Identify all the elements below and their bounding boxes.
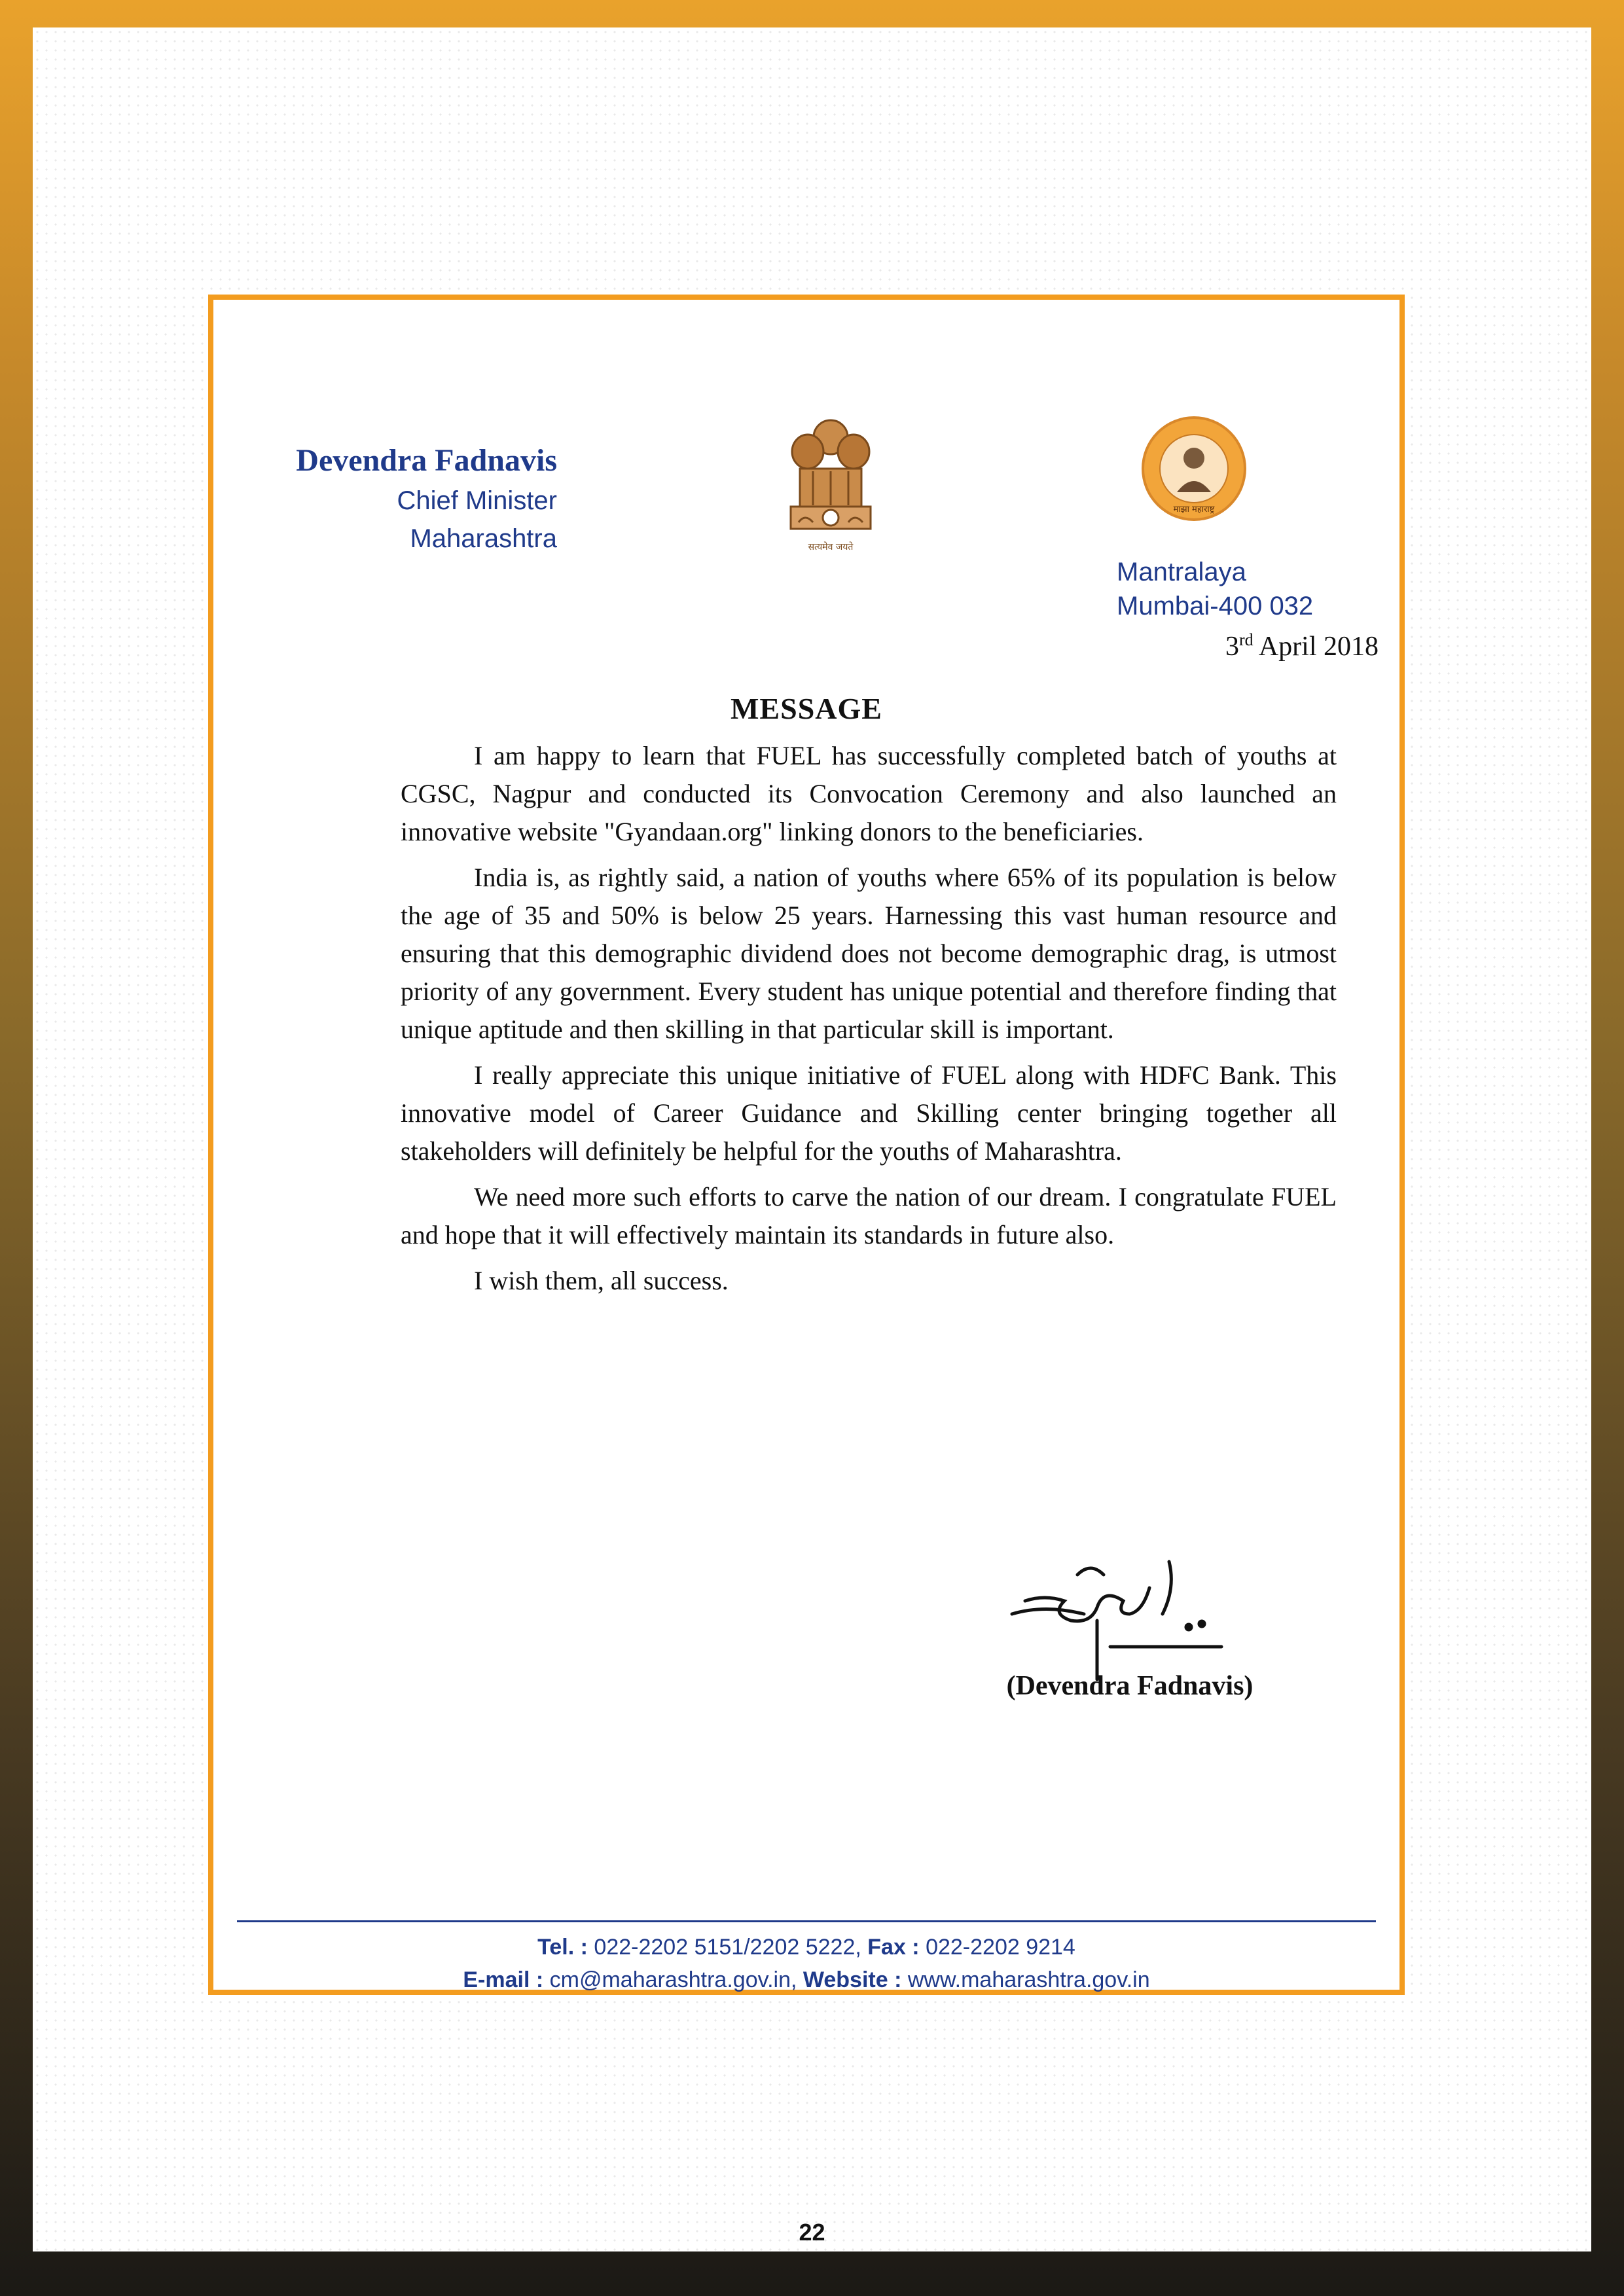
emblem-motto: सत्यमेव जयते — [808, 542, 854, 552]
message-paragraph: India is, as rightly said, a nation of youths where 65% of its population is below the age of 35 and 50% is below 25 years. Harnessing this vast human resource and ensuring that this demographic dividend does not become demographic drag, is utmost priority of any government. Every student has unique potential and therefore finding that unique aptitude and then skilling in that particular skill is important. — [401, 863, 1337, 1044]
sender-state: Maharashtra — [410, 524, 557, 553]
fax-label: Fax : — [867, 1935, 920, 1960]
address-line-1: Mantralaya — [1117, 558, 1246, 586]
signatory-name: (Devendra Fadnavis) — [1006, 1671, 1254, 1701]
tel-label: Tel. : — [537, 1935, 588, 1960]
sender-name: Devendra Fadnavis — [296, 443, 557, 478]
page — [33, 27, 1591, 2251]
tel-value: 022-2202 5151/2202 5222, — [587, 1935, 868, 1960]
message-heading: MESSAGE — [731, 692, 882, 725]
letter-date — [999, 630, 1379, 662]
website-value[interactable]: www.maharashtra.gov.in — [901, 1967, 1150, 1992]
email-value[interactable]: cm@maharashtra.gov.in, — [543, 1967, 803, 1992]
date-suffix: rd — [1238, 630, 1254, 649]
address-block — [1117, 555, 1379, 623]
contact-footer — [213, 1931, 1399, 1996]
page-number: 22 — [799, 2219, 825, 2246]
website-label: Website : — [803, 1967, 902, 1992]
state-seal-icon — [1140, 415, 1248, 522]
footer-line-1 — [213, 1931, 1399, 1964]
date-month-year: April 2018 — [1253, 632, 1379, 662]
letter-frame — [208, 295, 1405, 1995]
email-label: E-mail : — [463, 1967, 544, 1992]
footer-line-2 — [213, 1964, 1399, 1996]
sender-block — [213, 440, 557, 558]
message-paragraph: I wish them, all success. — [474, 1266, 729, 1295]
message-body — [401, 737, 1337, 1308]
seal-caption: माझा महाराष्ट्र — [1173, 505, 1215, 514]
handwritten-signature-icon — [999, 1549, 1261, 1686]
message-paragraph: I am happy to learn that FUEL has successfully completed batch of youths at CGSC, Nagpur and conducted its Convocation Ceremony and also launched an innovative website "Gyandaan.org" linking donors to the beneficiaries. — [401, 741, 1337, 846]
national-emblem-icon — [782, 411, 880, 556]
address-line-2: Mumbai-400 032 — [1117, 592, 1314, 620]
fax-value: 022-2202 9214 — [919, 1935, 1075, 1960]
message-paragraph: We need more such efforts to carve the nation of our dream. I congratulate FUEL and hope that it will effectively maintain its standards in future also. — [401, 1182, 1337, 1249]
sender-designation: Chief Minister — [397, 486, 557, 515]
message-paragraph: I really appreciate this unique initiative of FUEL along with HDFC Bank. This innovative model of Career Guidance and Skilling center bringing together all stakeholders will definitely be helpful for the youths of Maharashtra. — [401, 1060, 1337, 1166]
date-day: 3 — [1225, 632, 1239, 662]
footer-divider — [237, 1920, 1376, 1922]
